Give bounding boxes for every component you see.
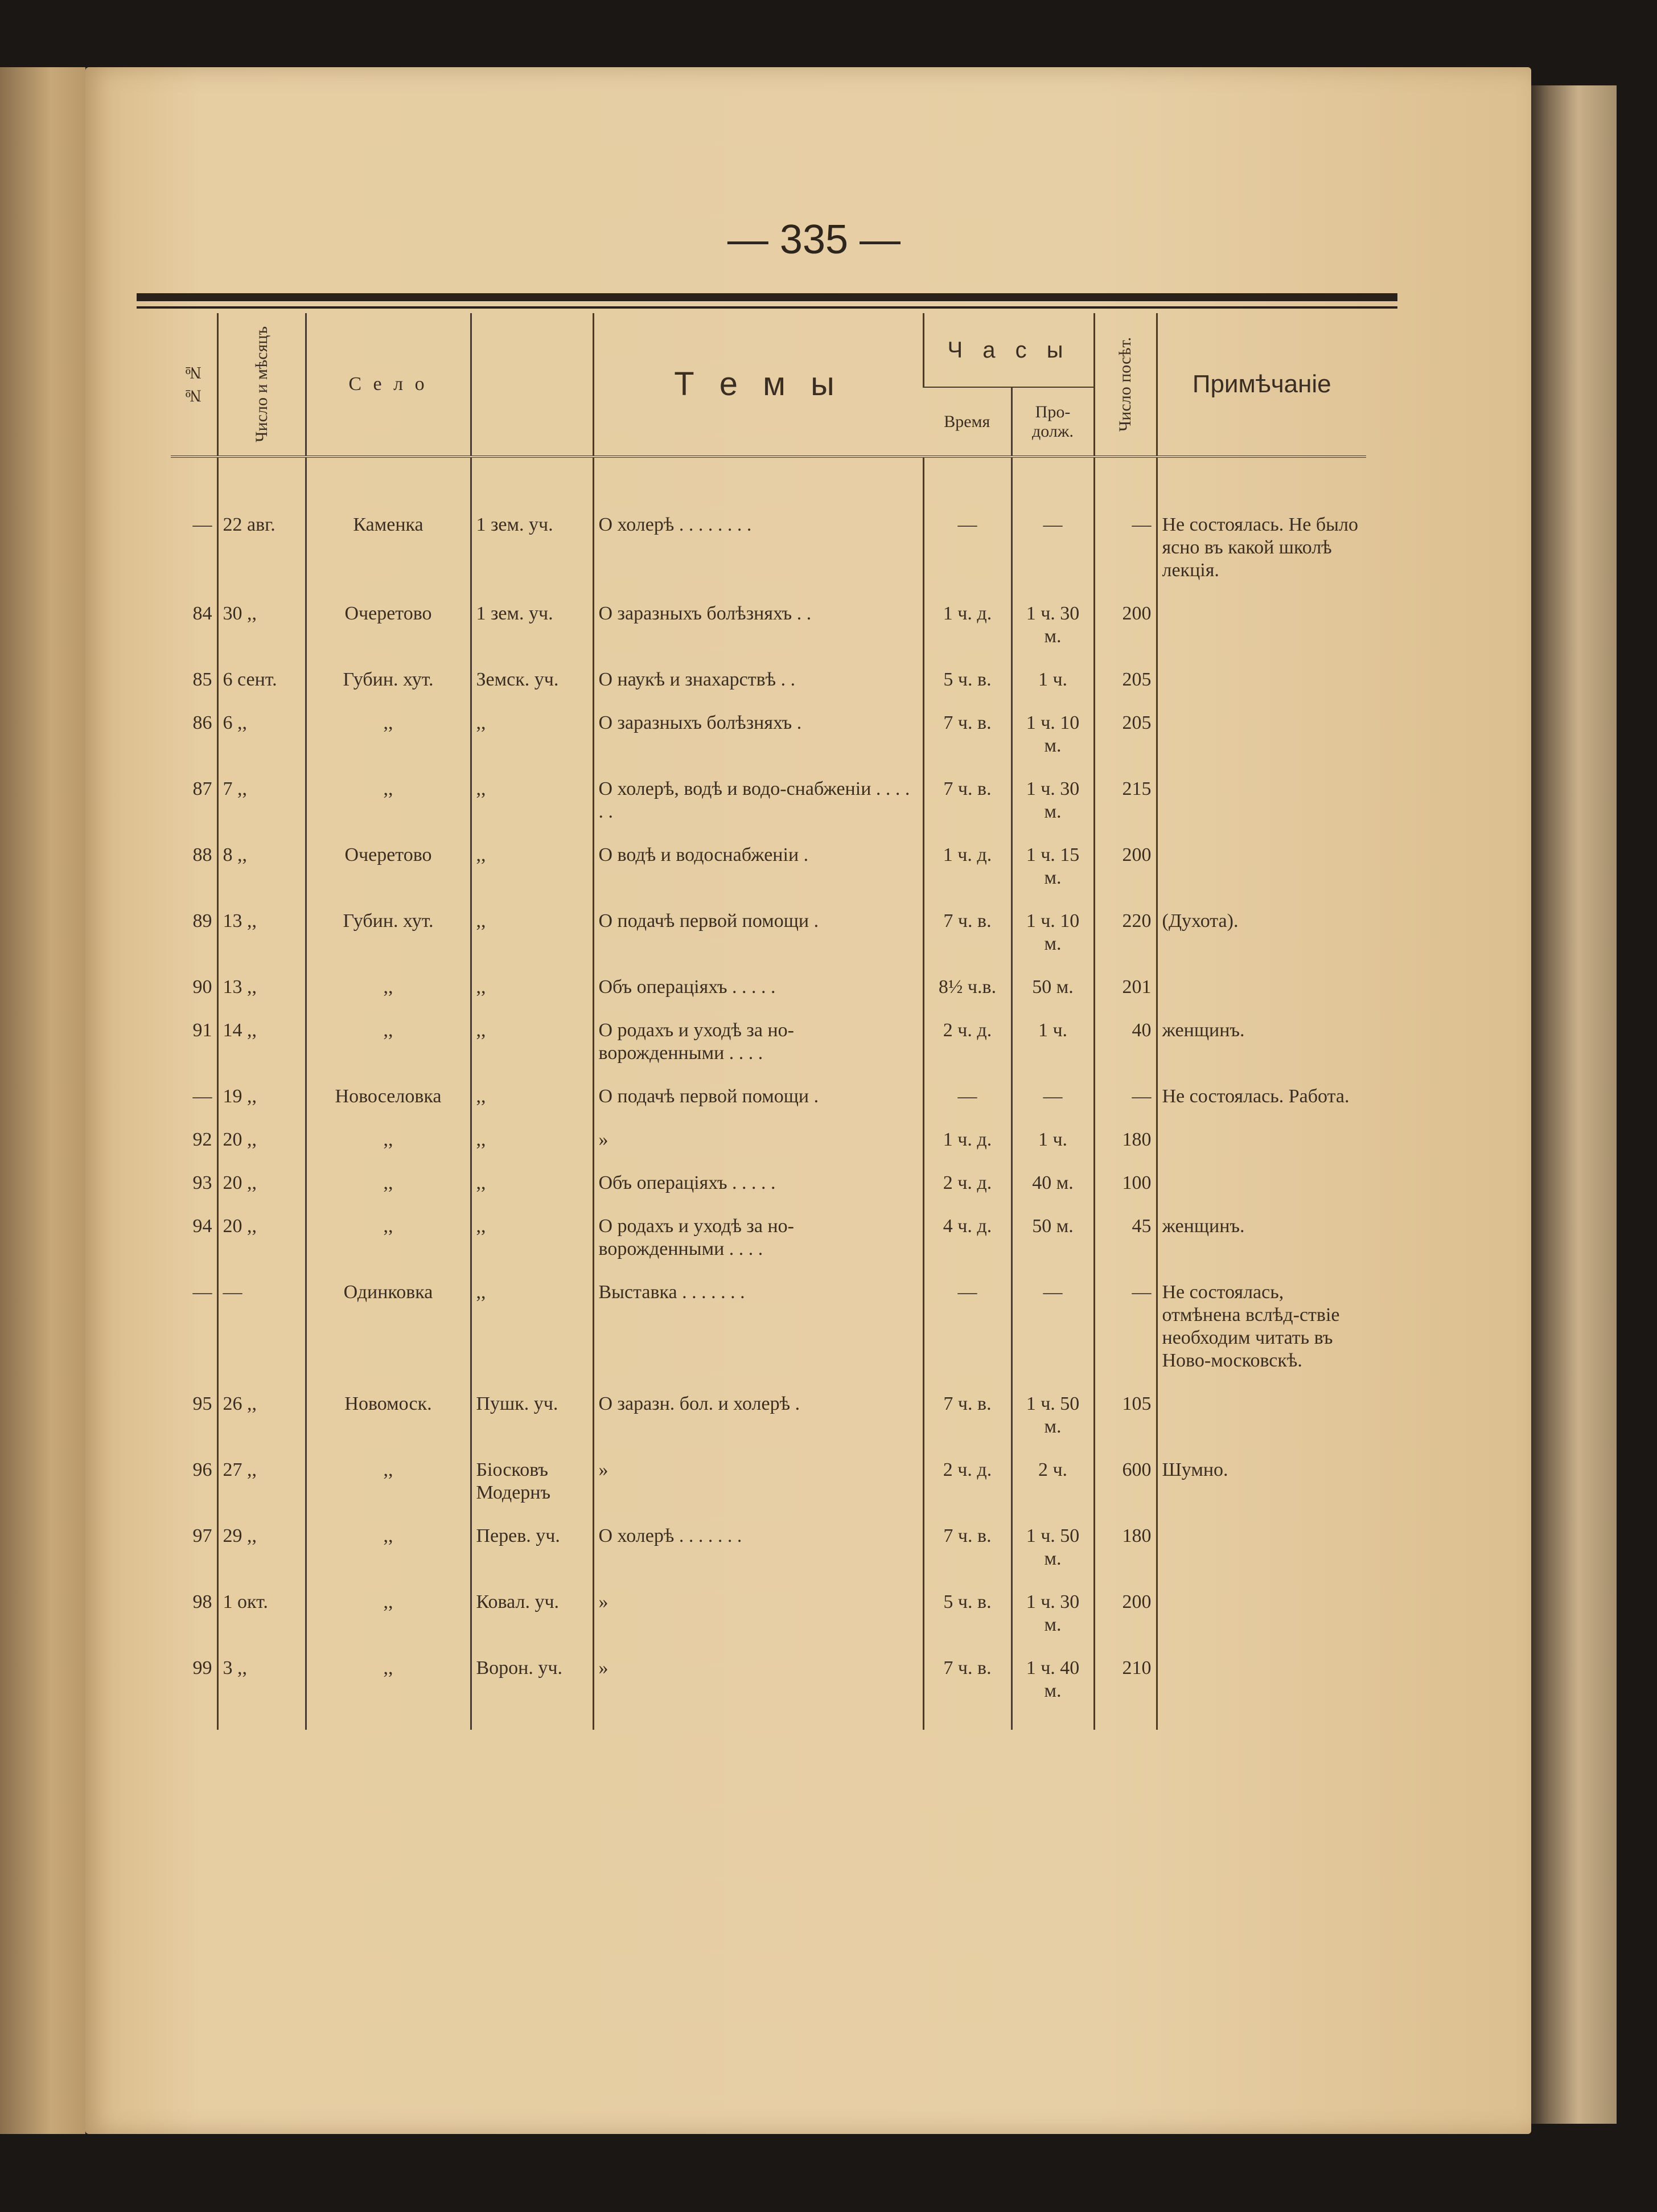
cell-count: — (1094, 1075, 1157, 1118)
cell-count: — (1094, 1271, 1157, 1382)
cell-date: 13 ,, (217, 900, 306, 966)
cell-note (1157, 966, 1366, 1009)
cell-village: Очеретово (306, 834, 471, 900)
table-row (171, 1162, 1366, 1205)
cell-count: 45 (1094, 1205, 1157, 1271)
table-row (171, 1271, 1366, 1382)
cell-time: 1 ч. д. (923, 1118, 1012, 1162)
cell-no: 98 (192, 1591, 212, 1612)
cell-time: — (923, 1271, 1012, 1382)
cell-village: Новомоск. (306, 1382, 471, 1448)
cell-topic: Выставка . . . . . . . (593, 1271, 923, 1382)
cell-time: 7 ч. в. (923, 1382, 1012, 1448)
cell-place: ,, (471, 768, 593, 834)
cell-date: 27 ,, (217, 1448, 306, 1515)
cell-count: 205 (1094, 701, 1157, 768)
table-row (171, 966, 1366, 1009)
cell-note: Не состоялась, отмѣнена вслѣд-ствіе необходим читать въ Ново-московскѣ. (1157, 1271, 1366, 1382)
cell-note: Не состоялась. Не было ясно въ какой школѣ лекція. (1157, 503, 1366, 592)
cell-no: 85 (192, 669, 212, 690)
cell-no: 99 (192, 1657, 212, 1679)
table-row (171, 1075, 1366, 1118)
cell-count: 180 (1094, 1118, 1157, 1162)
cell-duration: 1 ч. (1012, 658, 1094, 701)
cell-village: Губин. хут. (306, 900, 471, 966)
cell-date: 29 ,, (217, 1515, 306, 1581)
cell-topic: О холерѣ, водѣ и водо-снабженіи . . . . . . (593, 768, 923, 834)
table-row (171, 900, 1366, 966)
cell-village: ,, (306, 1009, 471, 1075)
col-header-village: С е л о (306, 313, 471, 457)
cell-count: 200 (1094, 592, 1157, 658)
cell-duration: — (1012, 503, 1094, 592)
book-edge (1531, 85, 1617, 2124)
cell-duration: 1 ч. 10 м. (1012, 701, 1094, 768)
cell-count: 200 (1094, 834, 1157, 900)
cell-no: 92 (192, 1129, 212, 1150)
cell-time: 7 ч. в. (923, 900, 1012, 966)
cell-no: 88 (192, 844, 212, 865)
table-row (171, 834, 1366, 900)
cell-date: 7 ,, (217, 768, 306, 834)
cell-duration: 1 ч. 10 м. (1012, 900, 1094, 966)
cell-topic: О холерѣ . . . . . . . (593, 1515, 923, 1581)
cell-time: 7 ч. в. (923, 701, 1012, 768)
cell-village: Очеретово (306, 592, 471, 658)
cell-duration: — (1012, 1075, 1094, 1118)
cell-village: Каменка (306, 503, 471, 592)
cell-topic: Объ операціяхъ . . . . . (593, 966, 923, 1009)
cell-no: 90 (192, 976, 212, 998)
table-row (171, 1515, 1366, 1581)
table-row (171, 1581, 1366, 1647)
cell-note (1157, 1647, 1366, 1730)
cell-no: 91 (192, 1020, 212, 1041)
cell-village: ,, (306, 768, 471, 834)
cell-topic: » (593, 1448, 923, 1515)
col-header-duration: Про-долж. (1012, 387, 1094, 457)
cell-time: 5 ч. в. (923, 1581, 1012, 1647)
cell-note (1157, 768, 1366, 834)
cell-place: 1 зем. уч. (471, 503, 593, 592)
cell-count: 210 (1094, 1647, 1157, 1730)
cell-village: ,, (306, 701, 471, 768)
cell-no: — (192, 1282, 212, 1303)
cell-topic: Объ операціяхъ . . . . . (593, 1162, 923, 1205)
cell-duration: 1 ч. (1012, 1009, 1094, 1075)
previous-page-edge (0, 67, 85, 2134)
cell-topic: » (593, 1647, 923, 1730)
cell-place: ,, (471, 1162, 593, 1205)
cell-duration: 1 ч. 15 м. (1012, 834, 1094, 900)
cell-place: ,, (471, 1118, 593, 1162)
cell-village: Одинковка (306, 1271, 471, 1382)
cell-duration: — (1012, 1271, 1094, 1382)
col-header-time: Время (923, 387, 1012, 457)
cell-duration: 1 ч. (1012, 1118, 1094, 1162)
cell-count: 40 (1094, 1009, 1157, 1075)
cell-topic: О подачѣ первой помощи . (593, 900, 923, 966)
cell-count: — (1094, 503, 1157, 592)
cell-date: 19 ,, (217, 1075, 306, 1118)
cell-village: ,, (306, 1647, 471, 1730)
table-row (171, 1647, 1366, 1730)
cell-village: ,, (306, 1118, 471, 1162)
cell-place: ,, (471, 1271, 593, 1382)
cell-duration: 40 м. (1012, 1162, 1094, 1205)
cell-time: 8½ ч.в. (923, 966, 1012, 1009)
cell-note (1157, 1118, 1366, 1162)
cell-duration: 50 м. (1012, 966, 1094, 1009)
cell-time: 7 ч. в. (923, 1647, 1012, 1730)
col-header-date: Число и мѣсяцъ (217, 313, 306, 457)
cell-time: 7 ч. в. (923, 768, 1012, 834)
cell-count: 215 (1094, 768, 1157, 834)
cell-count: 201 (1094, 966, 1157, 1009)
cell-place: ,, (471, 701, 593, 768)
cell-duration: 50 м. (1012, 1205, 1094, 1271)
cell-duration: 1 ч. 30 м. (1012, 1581, 1094, 1647)
cell-duration: 1 ч. 30 м. (1012, 592, 1094, 658)
table-row (171, 1118, 1366, 1162)
cell-note (1157, 592, 1366, 658)
table-row (171, 1009, 1366, 1075)
cell-time: — (923, 1075, 1012, 1118)
cell-duration: 1 ч. 50 м. (1012, 1382, 1094, 1448)
cell-time: 2 ч. д. (923, 1009, 1012, 1075)
cell-place: ,, (471, 1205, 593, 1271)
cell-topic: О родахъ и уходѣ за но-ворожденными . . . . (593, 1009, 923, 1075)
cell-topic: » (593, 1118, 923, 1162)
cell-place: ,, (471, 1075, 593, 1118)
cell-topic: О заразныхъ болѣзняхъ . . (593, 592, 923, 658)
cell-note: (Духота). (1157, 900, 1366, 966)
cell-place: Пушк. уч. (471, 1382, 593, 1448)
cell-place: ,, (471, 834, 593, 900)
cell-topic: » (593, 1581, 923, 1647)
cell-duration: 1 ч. 50 м. (1012, 1515, 1094, 1581)
cell-village: ,, (306, 1162, 471, 1205)
cell-date: 22 авг. (217, 503, 306, 592)
cell-village: ,, (306, 1448, 471, 1515)
cell-time: — (923, 503, 1012, 592)
cell-topic: О заразныхъ болѣзняхъ . (593, 701, 923, 768)
cell-date: 13 ,, (217, 966, 306, 1009)
table-row (171, 658, 1366, 701)
col-header-place (471, 313, 593, 457)
cell-duration: 2 ч. (1012, 1448, 1094, 1515)
cell-date: 20 ,, (217, 1118, 306, 1162)
col-header-note: Примѣчаніе (1157, 313, 1366, 457)
table-row (171, 1382, 1366, 1448)
cell-duration: 1 ч. 40 м. (1012, 1647, 1094, 1730)
cell-note (1157, 1162, 1366, 1205)
cell-date: 8 ,, (217, 834, 306, 900)
cell-date: 20 ,, (217, 1205, 306, 1271)
cell-place: ,, (471, 966, 593, 1009)
cell-count: 220 (1094, 900, 1157, 966)
cell-date: 1 окт. (217, 1581, 306, 1647)
cell-note (1157, 834, 1366, 900)
col-header-number: № № (171, 313, 217, 457)
cell-time: 2 ч. д. (923, 1448, 1012, 1515)
cell-no: 84 (192, 603, 212, 624)
cell-date: 3 ,, (217, 1647, 306, 1730)
table-row (171, 1205, 1366, 1271)
cell-place: ,, (471, 1009, 593, 1075)
table-row (171, 701, 1366, 768)
cell-village: ,, (306, 1515, 471, 1581)
cell-count: 600 (1094, 1448, 1157, 1515)
cell-place: Ковал. уч. (471, 1581, 593, 1647)
cell-place: Земск. уч. (471, 658, 593, 701)
cell-topic: О водѣ и водоснабженіи . (593, 834, 923, 900)
cell-no: 94 (192, 1216, 212, 1237)
cell-note (1157, 658, 1366, 701)
cell-note (1157, 701, 1366, 768)
cell-no: 93 (192, 1172, 212, 1193)
cell-place: Ворон. уч. (471, 1647, 593, 1730)
cell-time: 1 ч. д. (923, 592, 1012, 658)
cell-date: 20 ,, (217, 1162, 306, 1205)
cell-date: 14 ,, (217, 1009, 306, 1075)
cell-date: 26 ,, (217, 1382, 306, 1448)
col-header-topics: Т е м ы (593, 313, 923, 457)
table-row (171, 503, 1366, 592)
cell-no: 89 (192, 910, 212, 931)
cell-village: Губин. хут. (306, 658, 471, 701)
cell-date: 30 ,, (217, 592, 306, 658)
cell-place: Перев. уч. (471, 1515, 593, 1581)
cell-time: 7 ч. в. (923, 1515, 1012, 1581)
cell-count: 180 (1094, 1515, 1157, 1581)
cell-count: 105 (1094, 1382, 1157, 1448)
cell-no: 97 (192, 1525, 212, 1546)
table-row (171, 592, 1366, 658)
cell-no: 86 (192, 712, 212, 733)
cell-note: Не состоялась. Работа. (1157, 1075, 1366, 1118)
cell-note: женщинъ. (1157, 1205, 1366, 1271)
col-header-attendance: Число посѣт. (1094, 313, 1157, 457)
cell-topic: О подачѣ первой помощи . (593, 1075, 923, 1118)
cell-time: 2 ч. д. (923, 1162, 1012, 1205)
cell-time: 1 ч. д. (923, 834, 1012, 900)
page-number: — 335 — (727, 217, 901, 262)
cell-village: ,, (306, 966, 471, 1009)
cell-place: Біосковъ Модернъ (471, 1448, 593, 1515)
cell-no: — (192, 514, 212, 535)
cell-count: 100 (1094, 1162, 1157, 1205)
cell-note: женщинъ. (1157, 1009, 1366, 1075)
header-rule (137, 293, 1397, 301)
cell-time: 5 ч. в. (923, 658, 1012, 701)
cell-note (1157, 1382, 1366, 1448)
cell-note (1157, 1515, 1366, 1581)
cell-note (1157, 1581, 1366, 1647)
header-rule-thin (137, 306, 1397, 309)
cell-note: Шумно. (1157, 1448, 1366, 1515)
cell-topic: О холерѣ . . . . . . . . (593, 503, 923, 592)
cell-count: 205 (1094, 658, 1157, 701)
cell-no: 95 (192, 1393, 212, 1414)
cell-topic: О родахъ и уходѣ за но-ворожденными . . . . (593, 1205, 923, 1271)
col-header-hours: Ч а с ы (923, 313, 1094, 387)
cell-village: ,, (306, 1205, 471, 1271)
cell-count: 200 (1094, 1581, 1157, 1647)
cell-time: 4 ч. д. (923, 1205, 1012, 1271)
cell-village: Новоселовка (306, 1075, 471, 1118)
cell-topic: О наукѣ и знахарствѣ . . (593, 658, 923, 701)
cell-no: 96 (192, 1459, 212, 1480)
cell-date: 6 ,, (217, 701, 306, 768)
cell-village: ,, (306, 1581, 471, 1647)
cell-duration: 1 ч. 30 м. (1012, 768, 1094, 834)
cell-place: ,, (471, 900, 593, 966)
cell-no: 87 (192, 778, 212, 799)
cell-date: — (217, 1271, 306, 1382)
cell-no: — (192, 1086, 212, 1107)
cell-place: 1 зем. уч. (471, 592, 593, 658)
table-row (171, 1448, 1366, 1515)
lectures-table (171, 313, 1366, 1730)
table-row (171, 768, 1366, 834)
cell-topic: О заразн. бол. и холерѣ . (593, 1382, 923, 1448)
cell-date: 6 сент. (217, 658, 306, 701)
